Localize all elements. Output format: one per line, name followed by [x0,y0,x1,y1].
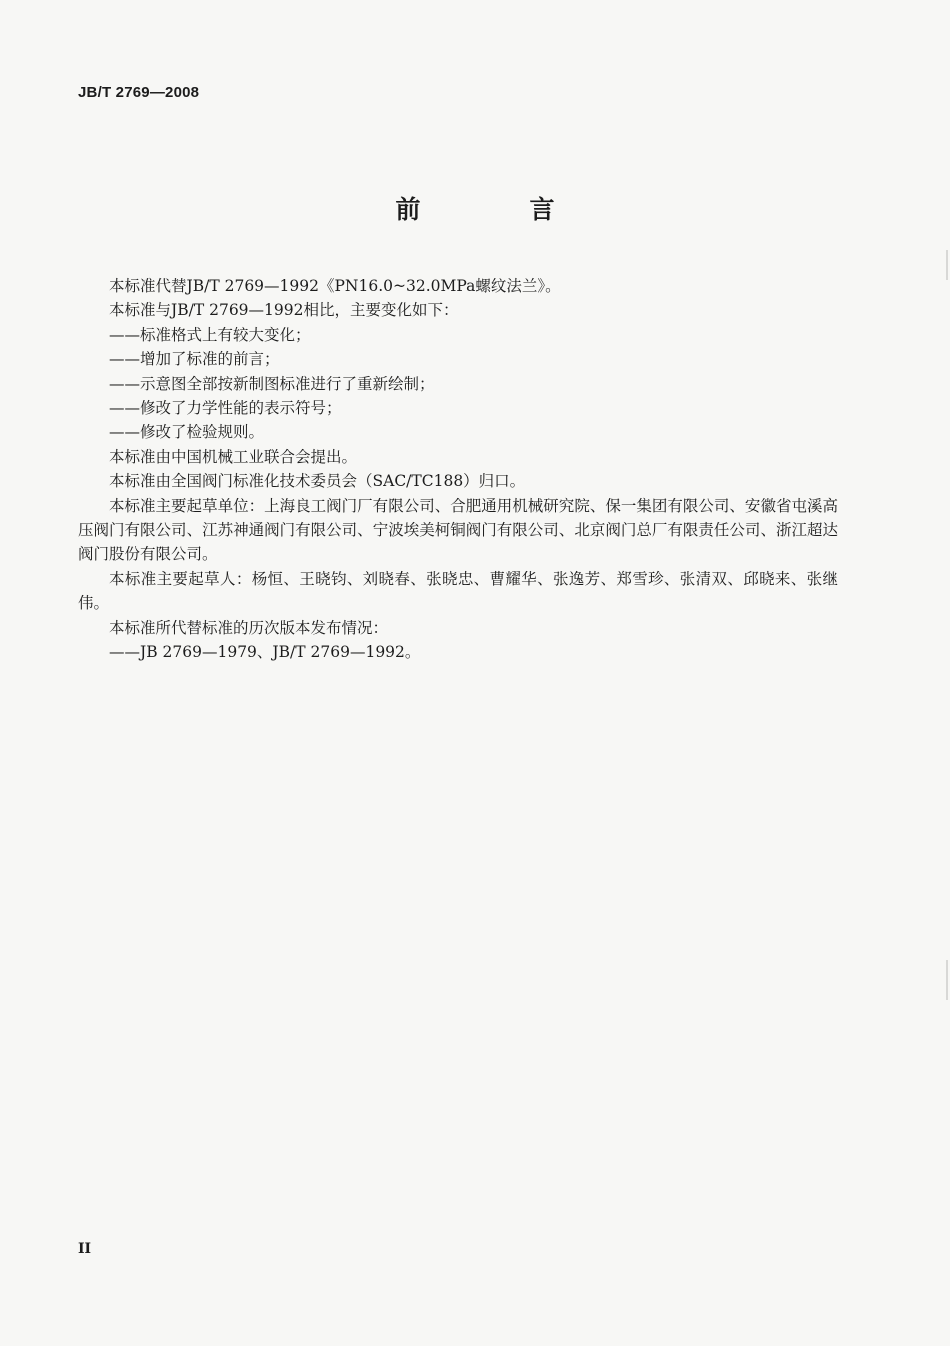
change-item: ——增加了标准的前言； [109,350,280,369]
scan-edge-mark [946,960,948,1000]
change-item: ——示意图全部按新制图标准进行了重新绘制； [109,374,435,393]
paragraph-previous-editions: 本标准所代替标准的历次版本发布情况： [109,618,389,637]
page-number: II [78,1241,92,1257]
standard-code: JB/T 2769—2008 [78,84,200,101]
change-item: ——标准格式上有较大变化； [109,325,311,344]
paragraph-drafters: 本标准主要起草人：杨恒、王晓钧、刘晓春、张晓忠、曹耀华、张逸芳、郑雪珍、张清双、邱晓来、张继伟。 [78,569,838,613]
paragraph-under-jurisdiction: 本标准由全国阀门标准化技术委员会（SAC/TC188）归口。 [109,472,526,491]
change-item: ——修改了检验规则。 [109,423,265,442]
paragraph-changes-intro: 本标准与JB/T 2769—1992相比，主要变化如下： [109,301,459,320]
paragraph-replaces: 本标准代替JB/T 2769—1992《PN16.0~32.0MPa螺纹法兰》。 [109,277,561,295]
change-item: ——修改了力学性能的表示符号； [109,399,342,418]
paragraph-proposed-by: 本标准由中国机械工业联合会提出。 [109,447,358,466]
page-title: 前 言 [395,195,597,224]
paragraph-drafting-units: 本标准主要起草单位：上海良工阀门厂有限公司、合肥通用机械研究院、保一集团有限公司、安徽省屯溪高压阀门有限公司、江苏神通阀门有限公司、宁波埃美柯铜阀门有限公司、北京阀门总厂有限责任公司、浙江超达阀门股份有限公司。 [78,496,838,564]
previous-editions-item: ——JB 2769—1979、JB/T 2769—1992。 [109,643,421,662]
scan-edge-mark [946,250,948,280]
foreword-body [78,274,838,665]
